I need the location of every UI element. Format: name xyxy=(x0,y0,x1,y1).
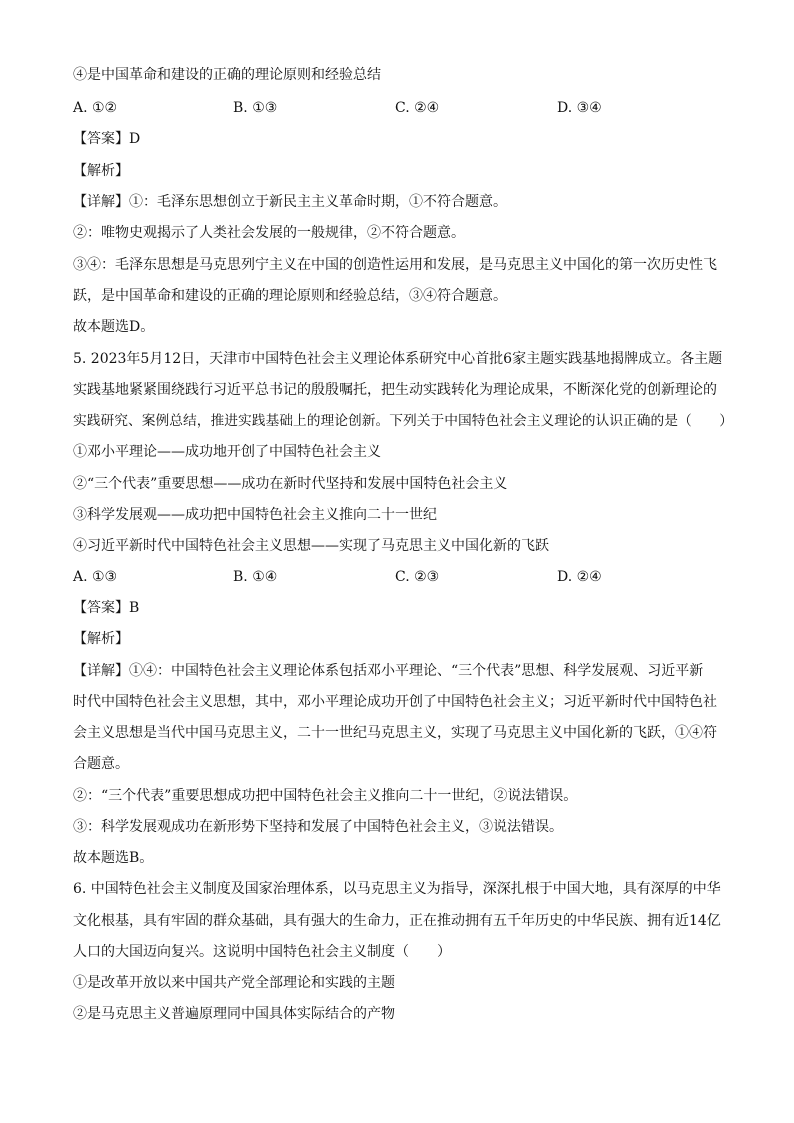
q6-item-1: ①是改革开放以来中国共产党全部理论和实践的主题 xyxy=(73,975,395,991)
q5-detail-1b: 时代中国特色社会主义思想，其中，邓小平理论成功开创了中国特色社会主义；习近平新时代中国特色社 xyxy=(73,694,717,710)
q4-detail-2: ②：唯物史观揭示了人类社会发展的一般规律，②不符合题意。 xyxy=(73,225,465,241)
q5-stem-2: 实践基地紧紧围绕践行习近平总书记的殷殷嘱托，把生动实践转化为理论成果，不断深化党的创新理论的 xyxy=(73,382,717,398)
q4-conclusion: 故本题选D。 xyxy=(73,319,155,335)
q6-stem-3: 人口的大国迈向复兴。这说明中国特色社会主义制度（ ） xyxy=(73,944,451,960)
q6-item-2: ②是马克思主义普遍原理同中国具体实际结合的产物 xyxy=(73,1006,395,1022)
q4-detail-3b: 跃，是中国革命和建设的正确的理论原则和经验总结，③④符合题意。 xyxy=(73,288,507,304)
q5-detail-2: ②：“三个代表”重要思想成功把中国特色社会主义推向二十一世纪，②说法错误。 xyxy=(73,788,578,804)
q5-option-d: D. ②④ xyxy=(557,569,602,585)
q5-stem-3: 实践研究、案例总结，推进实践基础上的理论创新。下列关于中国特色社会主义理论的认识正确的是（ ） xyxy=(73,413,734,429)
q5-option-a: A. ①③ xyxy=(73,569,118,585)
q5-option-c: C. ②③ xyxy=(395,569,440,585)
q5-stem-1: 5. 2023年5月12日，天津市中国特色社会主义理论体系研究中心首批6家主题实践基地揭牌成立。各主题 xyxy=(73,351,723,367)
q4-option-a: A. ①② xyxy=(73,100,118,116)
q4-option-c: C. ②④ xyxy=(395,100,440,116)
q5-conclusion: 故本题选B。 xyxy=(73,850,154,866)
q4-detail-3a: ③④：毛泽东思想是马克思列宁主义在中国的创造性运用和发展，是马克思主义中国化的第一次历史性飞 xyxy=(73,257,717,273)
q4-item-4: ④是中国革命和建设的正确的理论原则和经验总结 xyxy=(73,67,381,83)
q5-detail-1d: 合题意。 xyxy=(73,756,129,772)
q4-option-b: B. ①③ xyxy=(233,100,278,116)
q5-detail-1a: 【详解】①④：中国特色社会主义理论体系包括邓小平理论、“三个代表”思想、科学发展观、习近平新 xyxy=(73,663,704,679)
q4-detail-1: 【详解】①：毛泽东思想创立于新民主主义革命时期，①不符合题意。 xyxy=(73,194,507,210)
q5-item-3: ③科学发展观——成功把中国特色社会主义推向二十一世纪 xyxy=(73,507,437,523)
q6-stem-2: 文化根基，具有牢固的群众基础，具有强大的生命力，正在推动拥有五千年历史的中华民族、拥有近14亿 xyxy=(73,913,721,929)
q5-item-1: ①邓小平理论——成功地开创了中国特色社会主义 xyxy=(73,444,381,460)
q5-item-4: ④习近平新时代中国特色社会主义思想——实现了马克思主义中国化新的飞跃 xyxy=(73,538,549,554)
q4-analysis-heading: 【解析】 xyxy=(73,163,129,179)
q5-detail-3: ③：科学发展观成功在新形势下坚持和发展了中国特色社会主义，③说法错误。 xyxy=(73,819,563,835)
q4-answer: 【答案】D xyxy=(73,131,141,147)
q4-option-d: D. ③④ xyxy=(557,100,602,116)
q5-option-b: B. ①④ xyxy=(233,569,278,585)
q5-answer: 【答案】B xyxy=(73,600,140,616)
q5-detail-1c: 会主义思想是当代中国马克思主义，二十一世纪马克思主义，实现了马克思主义中国化新的飞跃，①④符 xyxy=(73,725,717,741)
q6-stem-1: 6. 中国特色社会主义制度及国家治理体系，以马克思主义为指导，深深扎根于中国大地，具有深厚的中华 xyxy=(73,881,721,897)
q5-item-2: ②“三个代表”重要思想——成功在新时代坚持和发展中国特色社会主义 xyxy=(73,476,508,492)
q5-analysis-heading: 【解析】 xyxy=(73,631,129,647)
